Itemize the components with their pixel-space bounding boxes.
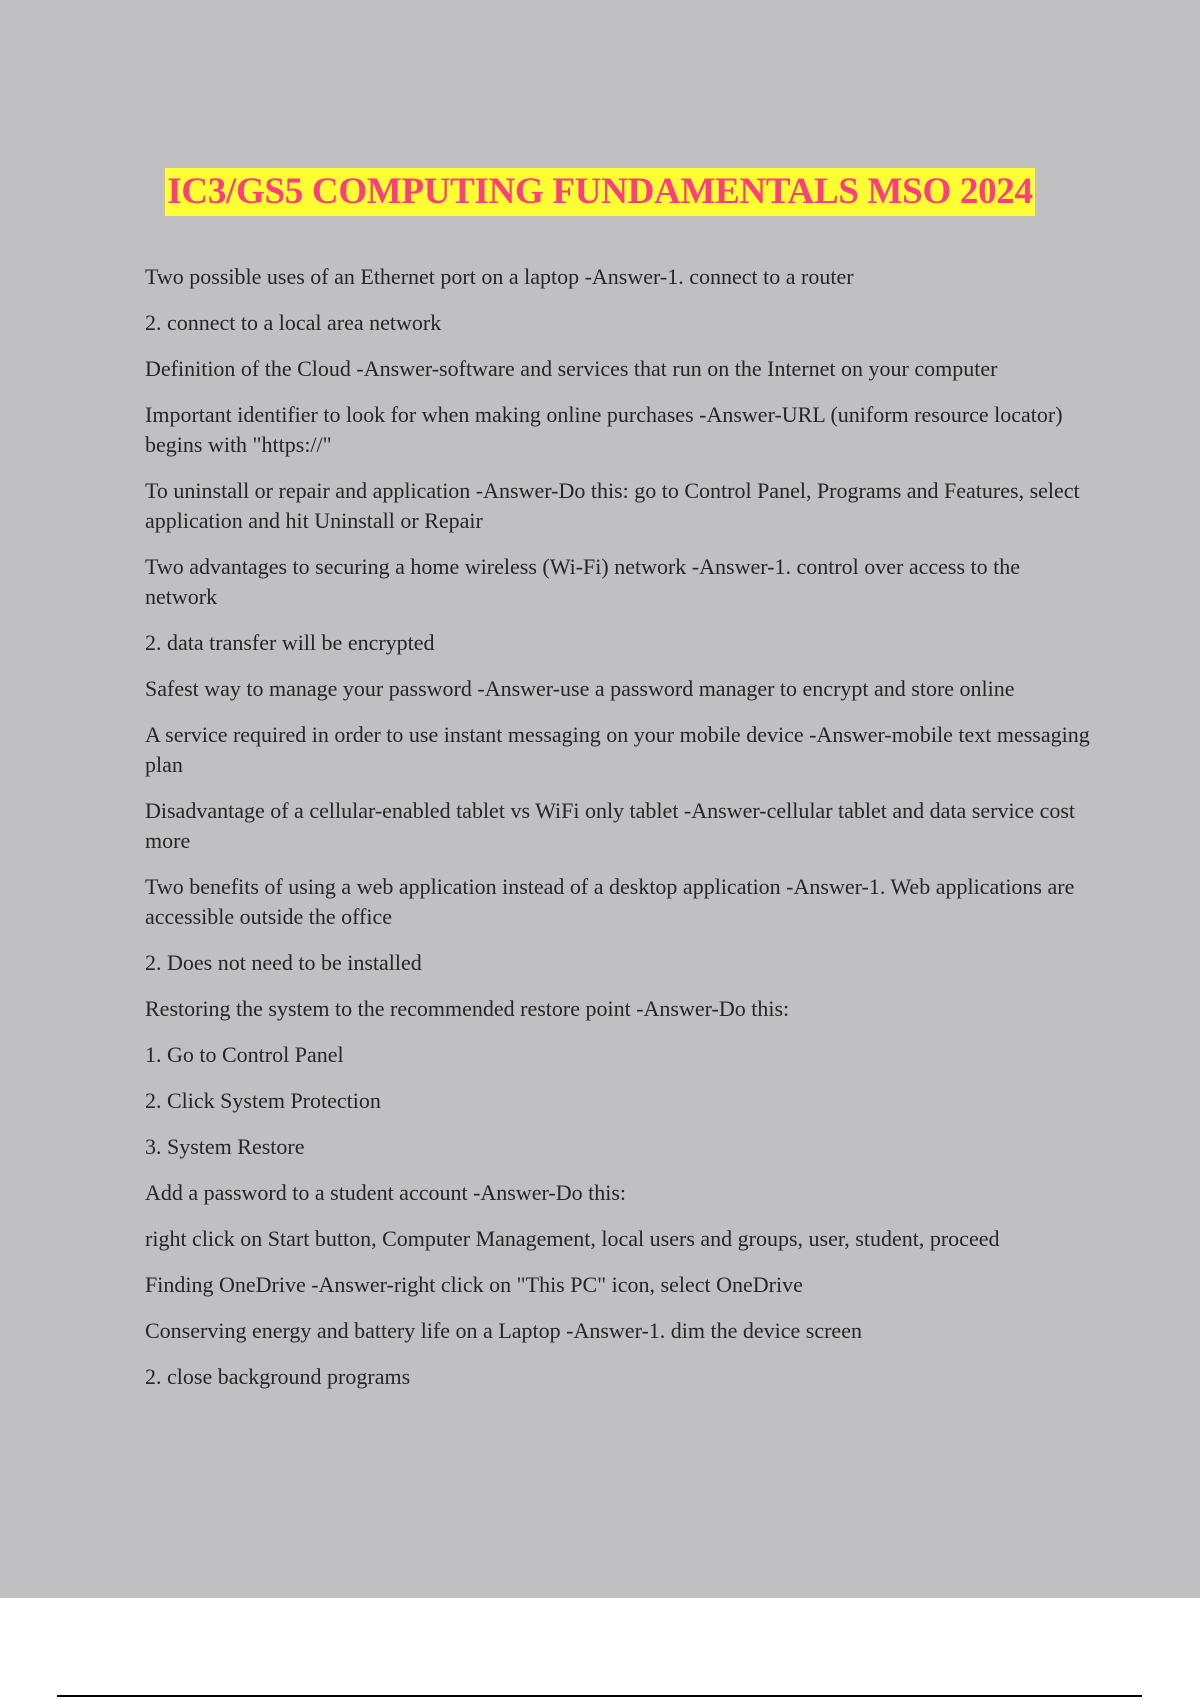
paragraph: Restoring the system to the recommended restore point -Answer-Do this: (145, 996, 790, 1021)
document-body (145, 262, 1090, 1408)
paragraph: Definition of the Cloud -Answer-software and services that run on the Internet on your computer (145, 356, 998, 381)
paragraph: 2. Click System Protection (145, 1088, 381, 1113)
paragraph: 2. Does not need to be installed (145, 950, 422, 975)
paragraph: 3. System Restore (145, 1134, 305, 1159)
paragraph: Two possible uses of an Ethernet port on a laptop -Answer-1. connect to a router (145, 264, 854, 289)
paragraph: Important identifier to look for when making online purchases -Answer-URL (uniform resource locator) begins with "https://" (145, 402, 1063, 457)
paragraph: Finding OneDrive -Answer-right click on "This PC" icon, select OneDrive (145, 1272, 803, 1297)
paragraph: 1. Go to Control Panel (145, 1042, 344, 1067)
paragraph: 2. data transfer will be encrypted (145, 630, 435, 655)
document-title: IC3/GS5 COMPUTING FUNDAMENTALS MSO 2024 (165, 168, 1034, 216)
paragraph: right click on Start button, Computer Management, local users and groups, user, student, proceed (145, 1226, 1000, 1251)
paragraph: Conserving energy and battery life on a Laptop -Answer-1. dim the device screen (145, 1318, 862, 1343)
title-container (0, 168, 1200, 216)
bottom-divider (57, 1695, 1142, 1697)
paragraph: Disadvantage of a cellular-enabled tablet vs WiFi only tablet -Answer-cellular tablet and data service cost more (145, 798, 1076, 853)
paragraph: A service required in order to use instant messaging on your mobile device -Answer-mobile text messaging plan (145, 722, 1090, 777)
paragraph: Safest way to manage your password -Answer-use a password manager to encrypt and store online (145, 676, 1015, 701)
paragraph: 2. connect to a local area network (145, 310, 442, 335)
paragraph: 2. close background programs (145, 1364, 411, 1389)
paragraph: Two benefits of using a web application instead of a desktop application -Answer-1. Web applications are accessible outside the office (145, 874, 1075, 929)
paragraph: To uninstall or repair and application -Answer-Do this: go to Control Panel, Programs and Features, select application and hit Uninstall or Repair (145, 478, 1080, 533)
paragraph: Two advantages to securing a home wireless (Wi-Fi) network -Answer-1. control over access to the network (145, 554, 1021, 609)
paragraph: Add a password to a student account -Answer-Do this: (145, 1180, 627, 1205)
